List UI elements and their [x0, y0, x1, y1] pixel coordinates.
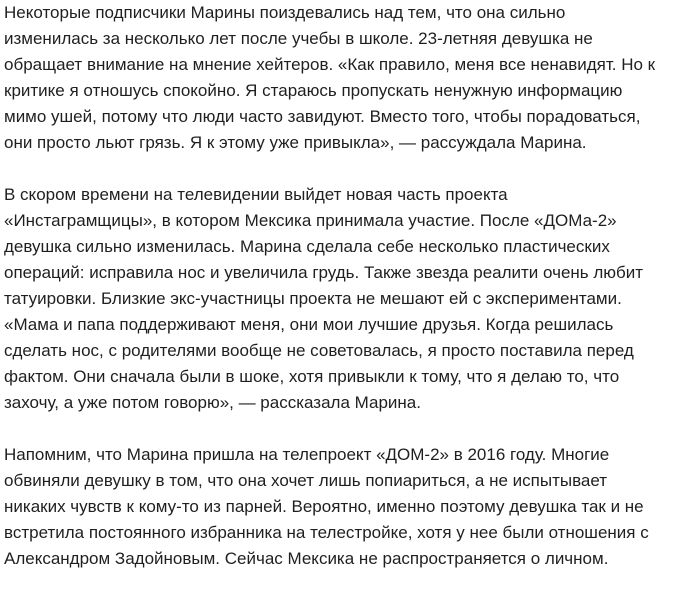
text-line: девушка сильно изменилась. Марина сделала себе несколько пластических: [4, 237, 610, 256]
paragraph-hater-comments: [4, 0, 696, 156]
text-line: фактом. Они сначала были в шоке, хотя привыкли к тому, что я делаю то, что: [4, 367, 620, 386]
text-line: «Инстаграмщицы», в котором Мексика принимала участие. После «ДОМа-2»: [4, 211, 617, 230]
paragraph-new-project: [4, 182, 696, 416]
text-line: сделать нос, с родителями вообще не советовалась, я просто поставила перед: [4, 341, 634, 360]
text-line: обвиняли девушку в том, что она хочет лишь попиариться, а не испытывает: [4, 471, 608, 490]
text-line: мимо ушей, потому что люди часто завидуют. Вместо того, чтобы порадоваться,: [4, 107, 641, 126]
text-line: обращает внимание на мнение хейтеров. «Как правило, меня все ненавидят. Но к: [4, 55, 656, 74]
paragraph-dom2-history: [4, 442, 696, 572]
text-line: критике я отношусь спокойно. Я стараюсь пропускать ненужную информацию: [4, 81, 623, 100]
text-line: они просто льют грязь. Я к этому уже привыкла», — рассуждала Марина.: [4, 133, 587, 152]
text-line: Напомним, что Марина пришла на телепроект «ДОМ-2» в 2016 году. Многие: [4, 445, 610, 464]
text-line: встретила постоянного избранника на телестройке, хотя у нее были отношения с: [4, 523, 649, 542]
text-line: В скором времени на телевидении выйдет новая часть проекта: [4, 185, 508, 204]
article-body: [4, 0, 696, 598]
text-line: Некоторые подписчики Марины поиздевались над тем, что она сильно: [4, 3, 566, 22]
text-line: татуировки. Близкие экс-участницы проекта не мешают ей с экспериментами.: [4, 289, 622, 308]
text-line: «Мама и папа поддерживают меня, они мои лучшие друзья. Когда решилась: [4, 315, 614, 334]
text-line: изменилась за несколько лет после учебы в школе. 23-летняя девушка не: [4, 29, 593, 48]
text-line: Александром Задойновым. Сейчас Мексика не распространяется о личном.: [4, 549, 609, 568]
text-line: захочу, а уже потом говорю», — рассказала Марина.: [4, 393, 421, 412]
text-line: операций: исправила нос и увеличила грудь. Также звезда реалити очень любит: [4, 263, 644, 282]
text-line: никаких чувств к кому-то из парней. Вероятно, именно поэтому девушка так и не: [4, 497, 644, 516]
